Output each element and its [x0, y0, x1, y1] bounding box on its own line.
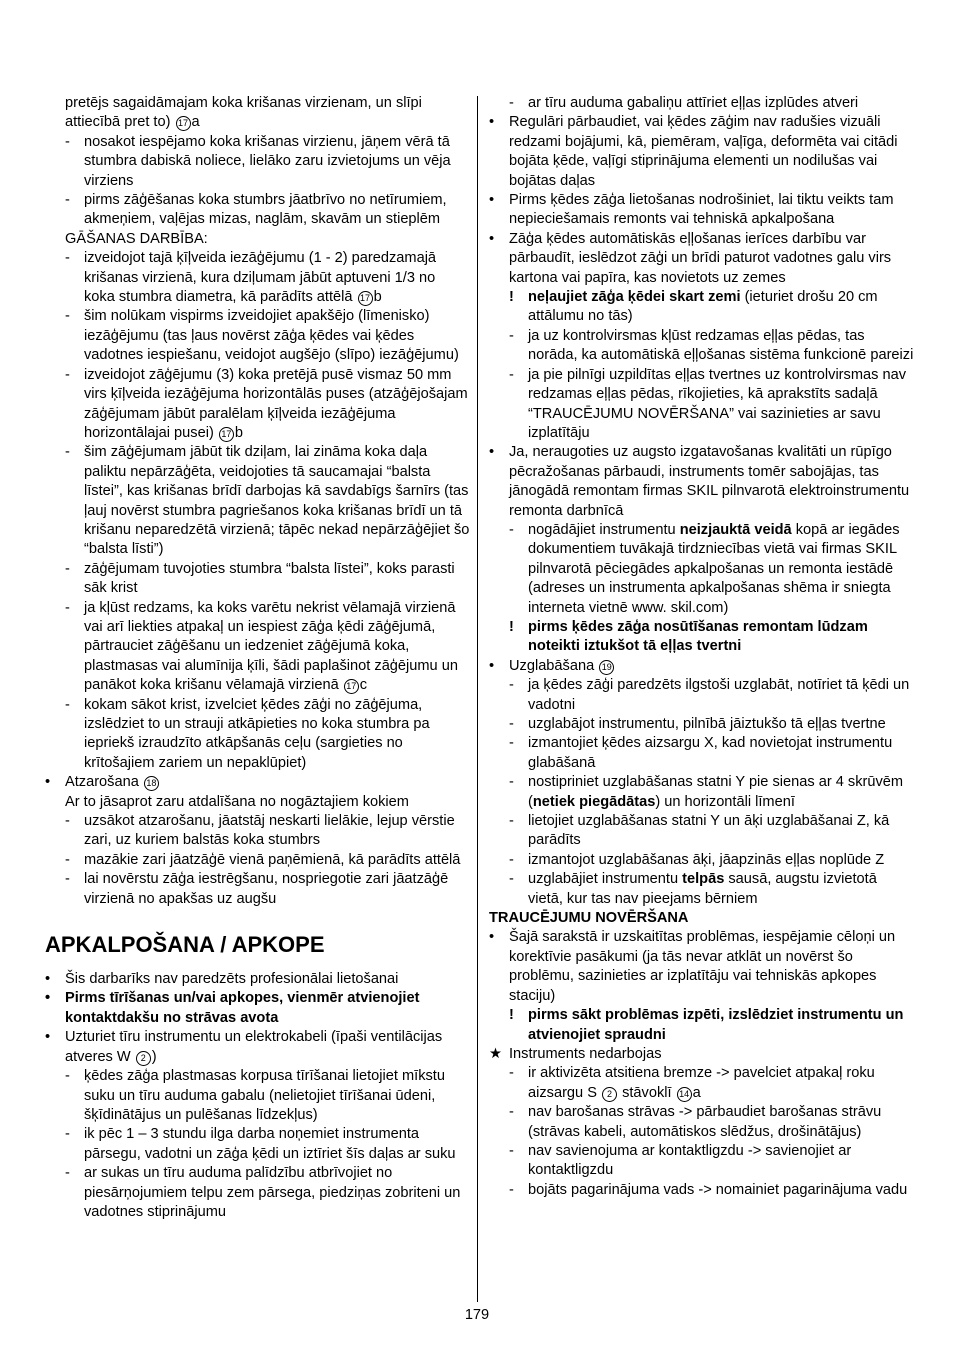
item-text-body: kopā ar iegādes dokumentiem tuvākajā tirdzniecības vietā vai firmas SKIL pilnvarotā pēciegādes apkalpošanas un remonta iestādē (adreses un instrumenta apkalpošanas shēma ir sniegta interneta vietnē www. skil.com) — [528, 521, 900, 616]
paragraph — [45, 94, 470, 133]
paragraph — [45, 793, 470, 812]
bullet-icon: • — [489, 657, 495, 674]
item-text — [84, 367, 468, 441]
dash-marker: - — [65, 308, 70, 325]
item-text-body: nosakot iespējamo koka krišanas virzienu, jāņem vērā tā stumbra dabiskā noliece, lielāko zaru izvietojums un vēja virziens — [84, 133, 451, 189]
bullet-icon: • — [45, 971, 51, 988]
item-text-body: ) un horizontāli līmenī — [655, 793, 795, 810]
bullet-icon: • — [489, 929, 495, 946]
list-item — [489, 928, 914, 1006]
column-divider — [477, 96, 478, 1302]
dash-marker: - — [509, 1104, 514, 1121]
item-text — [84, 813, 455, 848]
dash-marker: - — [509, 813, 514, 830]
item-text-emphasis: netiek piegādātas — [532, 793, 656, 810]
figure-reference: 18 — [144, 776, 159, 791]
list-item — [489, 94, 914, 113]
item-text-body: ķēdes zāģa plastmasas korpusa tīrīšanai lietojiet mīkstu suku un tīru auduma gabalu (nelietojiet tīrīšanai ūdeni, šķīdinātājus un pulēšanas līdzekļus) — [84, 1068, 445, 1123]
dash-marker: - — [509, 851, 514, 868]
figure-reference: 17 — [344, 679, 359, 694]
figure-reference: 17 — [176, 116, 191, 131]
list-item — [45, 851, 470, 870]
list-item — [489, 1006, 914, 1045]
item-text-body: izmantojot uzglabāšanas āķi, jāapzinās eļļas noplūde Z — [528, 851, 885, 868]
item-text-body: ik pēc 1 – 3 stundu ilga darba noņemiet instrumenta pārsegu, vadotni un zāģa ķēdi un iztīriet šīs daļas ar suku — [84, 1126, 456, 1162]
list-item — [45, 249, 470, 307]
item-text-lead: nogādājiet instrumentu — [528, 521, 680, 538]
list-item — [45, 812, 470, 851]
item-text-body: pretējs sagaidāmajam koka krišanas virzienam, un slīpi attiecībā pret to) 17 a — [65, 95, 422, 131]
list-item — [489, 715, 914, 734]
item-text — [528, 716, 886, 732]
list-item — [489, 1142, 914, 1181]
dash-marker: - — [509, 521, 514, 538]
item-text-body: ja pie pilnīgi uzpildītas eļļas tvertnes uz kontrolvirsmas nav redzamas eļļas pēdas, rīkojieties, kā aprakstīts sadaļā “TRAUCĒJUMU NOVĒRŠANA” vai sazinieties ar savu izplatītāju — [528, 366, 906, 441]
item-text — [528, 1182, 907, 1198]
list-item — [45, 1028, 470, 1067]
item-text-body: Pirms ķēdes zāģa lietošanas nodrošiniet, lai tiktu veikts tam nepieciešamais remonts vai tehniskā apkalpošana — [509, 192, 894, 228]
subsection-heading: TRAUCĒJUMU NOVĒRŠANA — [489, 910, 689, 927]
item-text — [528, 619, 868, 654]
section-heading: APKALPOŠANA / APKOPE — [45, 932, 325, 958]
item-text-body: šim nolūkam vispirms izveidojiet apakšējo (līmenisko) iezāģējumu (tas ļaus novērst zāģa ķēdes vai ķēdes vadotnes iespiešanu, veidojot augšējo (slīpo) iezāģējumu) — [84, 308, 459, 364]
list-item — [489, 1064, 914, 1103]
item-text — [509, 929, 895, 1003]
item-text — [84, 444, 469, 557]
list-item — [489, 113, 914, 191]
figure-reference: 2 — [602, 1087, 617, 1102]
item-text — [528, 1143, 851, 1178]
list-item — [489, 366, 914, 444]
item-text — [65, 794, 409, 810]
item-text — [528, 522, 900, 616]
item-text — [84, 600, 458, 694]
item-text — [528, 95, 858, 111]
item-text-body: Uzglabāšana 19 — [509, 658, 615, 674]
list-item — [45, 366, 470, 444]
item-text-body: lai novērstu zāģa iestrēgšanu, nospriegotie zari jāatzāģē virzienā no apakšas uz augšu — [84, 871, 449, 907]
dash-marker: - — [509, 1065, 514, 1082]
item-text — [509, 444, 909, 518]
item-text — [509, 231, 891, 286]
dash-marker: - — [509, 871, 514, 888]
dash-marker: - — [65, 1165, 70, 1182]
item-text — [528, 774, 903, 809]
star-icon: ★ — [489, 1045, 503, 1062]
dash-marker: - — [509, 677, 514, 694]
dash-marker: - — [65, 851, 70, 868]
list-item — [489, 1045, 914, 1064]
item-text-body: ar sukas un tīru auduma palīdzību atbrīvojiet no piesārņojumiem telpu zem pārsega, piedziņas zobriteni un vadotnes stiprinājumu — [84, 1165, 461, 1220]
item-text — [84, 871, 448, 906]
list-item — [45, 133, 470, 191]
item-text — [528, 367, 906, 441]
item-text — [528, 677, 909, 712]
dash-marker: - — [65, 560, 70, 577]
figure-reference: 14 — [677, 1087, 692, 1102]
item-text-body: Instruments nedarbojas — [509, 1045, 662, 1062]
item-text-body: ja ķēdes zāģi paredzēts ilgstoši uzglabāt, notīriet tā ķēdi un vadotni — [528, 677, 910, 713]
item-text — [84, 1165, 460, 1220]
dash-marker: - — [65, 444, 70, 461]
list-item — [489, 657, 914, 676]
item-text-lead: uzglabājiet instrumentu — [528, 871, 683, 888]
dash-marker: - — [65, 1126, 70, 1143]
list-item — [45, 1067, 470, 1125]
figure-reference: 19 — [599, 660, 614, 675]
bullet-icon: • — [489, 444, 495, 461]
item-text-body: Šajā sarakstā ir uzskaitītas problēmas, iespējamie cēloņi un korektīvie pasākumi (ja tās nevar atklāt un novērst šo problēmu, sazinieties ar izplatītāju vai tehniskās apkopes staciju) — [509, 929, 896, 1004]
item-text — [528, 328, 913, 363]
item-text — [528, 852, 884, 868]
item-text — [528, 1104, 881, 1139]
item-text — [65, 95, 422, 130]
list-item — [45, 696, 470, 774]
item-text — [528, 1007, 903, 1042]
bullet-icon: • — [45, 774, 51, 791]
bullet-icon: • — [45, 1029, 51, 1046]
item-text-body: mazākie zari jāatzāģē vienā paņēmienā, kā parādīts attēlā — [84, 851, 461, 868]
item-text-emphasis: telpās — [682, 871, 725, 888]
item-text-body: Uzturiet tīru instrumentu un elektrokabeli (īpaši ventilācijas atveres W 2 ) — [65, 1029, 443, 1065]
dash-marker: - — [65, 599, 70, 616]
item-text-body: izveidojot zāģējumu (3) koka pretējā pusē vismaz 50 mm virs ķīļveida iezāģējuma horizontālās puses (atzāģējošajam zāģējumam jābūt paralēlam ķīļveida iezāģējuma horizontālajai pusei) 17 b — [84, 366, 468, 441]
list-item — [45, 1125, 470, 1164]
list-item — [45, 989, 470, 1028]
item-text-body: šim zāģējumam jābūt tik dziļam, lai zināma koka daļa paliktu nepārzāģēta, veidojoties tā saucamajai “balsta līstei”, kas krišanas brīdī darbojas kā savdabīgs šarnīrs (tas ļauj novērst stumbra pagriešanos koka krišanas brīdī un tā krišanu neparedzētā virzienā; tāpēc nekad nepārzāģējiet šo “balsta līsti”) — [84, 444, 470, 558]
item-text — [84, 697, 430, 771]
list-item — [489, 618, 914, 657]
item-text — [509, 192, 893, 227]
list-item — [489, 812, 914, 851]
item-text-body: Ar to jāsaprot zaru atdalīšana no nogāztajiem kokiem — [65, 793, 409, 810]
bullet-icon: • — [489, 192, 495, 209]
item-text-emphasis: neļaujiet zāģa ķēdei skart zemi — [528, 289, 741, 306]
dash-marker: - — [65, 696, 70, 713]
item-text — [528, 813, 889, 848]
item-text — [528, 871, 877, 906]
dash-marker: - — [509, 716, 514, 732]
item-text-body: sausā, augstu izvietotā vietā, kur tas nav pieejams bērniem — [528, 871, 877, 907]
item-text — [65, 231, 208, 247]
dash-marker: - — [509, 1181, 514, 1198]
item-text — [84, 134, 451, 189]
item-text — [528, 1065, 875, 1100]
item-text-body: lietojiet uzglabāšanas statni Y un āķi uzglabāšanai Z, kā parādīts — [528, 813, 890, 849]
list-item — [489, 1181, 914, 1200]
dash-marker: - — [509, 327, 514, 344]
item-text — [84, 1068, 445, 1123]
dash-marker: - — [65, 813, 70, 830]
figure-reference: 17 — [358, 291, 373, 306]
item-text-body: nav barošanas strāvas -> pārbaudiet barošanas strāvu (strāvas kabeli, automātiskos slēdžus, drošinātājus) — [528, 1104, 882, 1140]
list-item — [45, 560, 470, 599]
list-item — [489, 773, 914, 812]
item-text — [528, 735, 892, 770]
item-text-body: kokam sākot krist, izvelciet ķēdes zāģi no zāģējuma, izslēdziet to un strauji atkāpieties no koka stumbra pa iepriekš izraudzīto atkāpšanās ceļu (sargieties no krītošajiem zariem un nepaklūpiet) — [84, 696, 430, 771]
item-text-body: ir aktivizēta atsitiena bremze -> pavelciet atpakaļ roku aizsargu S 2 stāvoklī 14 a — [528, 1065, 875, 1101]
item-text — [509, 658, 615, 674]
item-text-body: izmantojiet ķēdes aizsargu X, kad novietojat instrumentu glabāšanā — [528, 735, 893, 771]
item-text — [65, 971, 398, 987]
list-item — [489, 288, 914, 327]
list-item — [489, 443, 914, 521]
page-number: 179 — [464, 1307, 490, 1323]
dash-marker: - — [65, 192, 70, 209]
paragraph — [45, 230, 470, 249]
list-item — [45, 307, 470, 365]
item-text-body: Zāģa ķēdes automātiskās eļļošanas ierīces darbību var pārbaudīt, ieslēdzot zāģi un brīdi paturot vadotnes galu virs kartona vai papīra, kas novietots uz zemes — [509, 230, 892, 286]
item-text-body: Ja, neraugoties uz augsto izgatavošanas kvalitāti un rūpīgo pēcražošanas pārbaudi, instruments tomēr sabojājas, tas jānogādā remontam firmas SKIL pilnvarotā elektroinstrumentu remonta darbnīcā — [509, 444, 910, 519]
dash-marker: - — [509, 366, 514, 383]
list-item — [489, 851, 914, 870]
item-text-body: GĀŠANAS DARBĪBA: — [65, 230, 208, 247]
item-text-body: zāģējumam tuvojoties stumbra “balsta līstei”, koks parasti sāk krist — [84, 560, 455, 597]
item-text-body: Atzarošana 18 — [65, 774, 160, 790]
list-item — [45, 191, 470, 230]
item-text-body: Regulāri pārbaudiet, vai ķēdes zāģim nav radušies vizuāli redzami bojājumi, kā, piemēram, vaļīga, deformēta vai citādi bojāta ķēde, vaļīgi stiprinājuma elementi un nodilušas vai bojātas daļas — [509, 114, 898, 189]
list-item — [489, 327, 914, 366]
dash-marker: - — [509, 1142, 514, 1159]
item-text-body: izveidojot tajā ķīļveida iezāģējumu (1 - 2) paredzamajā krišanas virzienā, kura dziļumam jābūt aptuveni 1/3 no koka stumbra diametra, kā parādīts attēlā 17 b — [84, 250, 437, 306]
item-text-body: pirms ķēdes zāģa nosūtīšanas remontam lūdzam noteikti iztukšot tā eļļas tvertni — [528, 618, 868, 655]
warning-marker: ! — [509, 618, 514, 635]
warning-marker: ! — [509, 1007, 514, 1024]
dash-marker: - — [509, 735, 514, 752]
item-text — [84, 561, 455, 596]
item-text — [84, 192, 447, 227]
item-text — [509, 1046, 662, 1062]
item-text-body: uzsākot atzarošanu, jāatstāj neskarti lielākie, lejup vērstie zari, uz kuriem balstās koka stumbrs — [84, 813, 455, 849]
item-text-body: ar tīru auduma gabaliņu attīriet eļļas izplūdes atveri — [528, 95, 859, 111]
list-item — [489, 521, 914, 618]
item-text-body: pirms zāģēšanas koka stumbrs jāatbrīvo no netīrumiem, akmeņiem, vaļējas mizas, naglām, skavām un stieplēm — [84, 192, 447, 228]
list-item — [489, 734, 914, 773]
item-text-body: Šis darbarīks nav paredzēts profesionālai lietošanai — [65, 971, 399, 988]
list-item — [45, 970, 470, 989]
item-text — [65, 990, 419, 1025]
item-text-emphasis: neizjauktā veidā — [679, 521, 792, 538]
list-item — [45, 599, 470, 696]
bullet-icon: • — [489, 114, 495, 131]
right-column — [489, 94, 914, 1200]
list-item — [489, 676, 914, 715]
item-text-body: ja uz kontrolvirsmas kļūst redzamas eļļas pēdas, tas norāda, ka automātiskā eļļošanas sistēma funkcionē pareizi — [528, 327, 914, 364]
left-column — [45, 94, 470, 1222]
list-item — [489, 230, 914, 288]
item-text — [84, 1126, 456, 1161]
list-item — [489, 870, 914, 909]
item-text — [65, 774, 160, 790]
dash-marker: - — [65, 133, 70, 150]
list-item — [489, 191, 914, 230]
figure-reference: 2 — [136, 1051, 151, 1066]
dash-marker: - — [509, 774, 514, 791]
list-item — [45, 773, 470, 792]
dash-marker: - — [65, 871, 70, 888]
item-text — [65, 1029, 442, 1064]
dash-marker: - — [65, 250, 70, 267]
item-text-body: (ieturiet drošu 20 cm attālumu no tās) — [528, 289, 878, 325]
item-text — [84, 852, 460, 868]
item-text — [84, 308, 459, 363]
dash-marker: - — [65, 1068, 70, 1085]
dash-marker: - — [509, 95, 514, 111]
list-item — [489, 1103, 914, 1142]
dash-marker: - — [65, 366, 70, 383]
item-text-lead: nostipriniet uzglabāšanas statni Y pie sienas ar 4 skrūvēm ( — [528, 774, 904, 810]
item-text-body: uzglabājot instrumentu, pilnībā jāiztukšo tā eļļas tvertne — [528, 716, 886, 732]
item-text-body: pirms sākt problēmas izpēti, izslēdziet instrumentu un atvienojiet spraudni — [528, 1007, 904, 1043]
item-text-body: ja kļūst redzams, ka koks varētu nekrist vēlamajā virzienā vai arī liekties atpakaļ un iespiest zāģa ķēdi zāģējumā, pārtrauciet zāģēšanu un iedzeniet zāģējumā koka, plastmasas vai alumīnija ķīli, šādi paplašinot zāģējumu un panākot koka krišanu vēlamajā virzienā 17 c — [84, 599, 458, 694]
figure-reference: 17 — [219, 427, 234, 442]
list-item — [45, 443, 470, 559]
list-item — [45, 1164, 470, 1222]
bullet-icon: • — [489, 230, 495, 247]
bullet-icon: • — [45, 990, 51, 1007]
item-text — [509, 114, 898, 188]
item-text — [84, 250, 436, 305]
item-text-body: nav savienojuma ar kontaktligzdu -> savienojiet ar kontaktligzdu — [528, 1142, 852, 1179]
item-text — [528, 289, 878, 324]
item-text-body: Pirms tīrīšanas un/vai apkopes, vienmēr atvienojiet kontaktdakšu no strāvas avota — [65, 990, 420, 1026]
warning-marker: ! — [509, 289, 514, 306]
item-text-body: bojāts pagarinājuma vads -> nomainiet pagarinājuma vadu — [528, 1181, 908, 1198]
list-item — [45, 870, 470, 909]
